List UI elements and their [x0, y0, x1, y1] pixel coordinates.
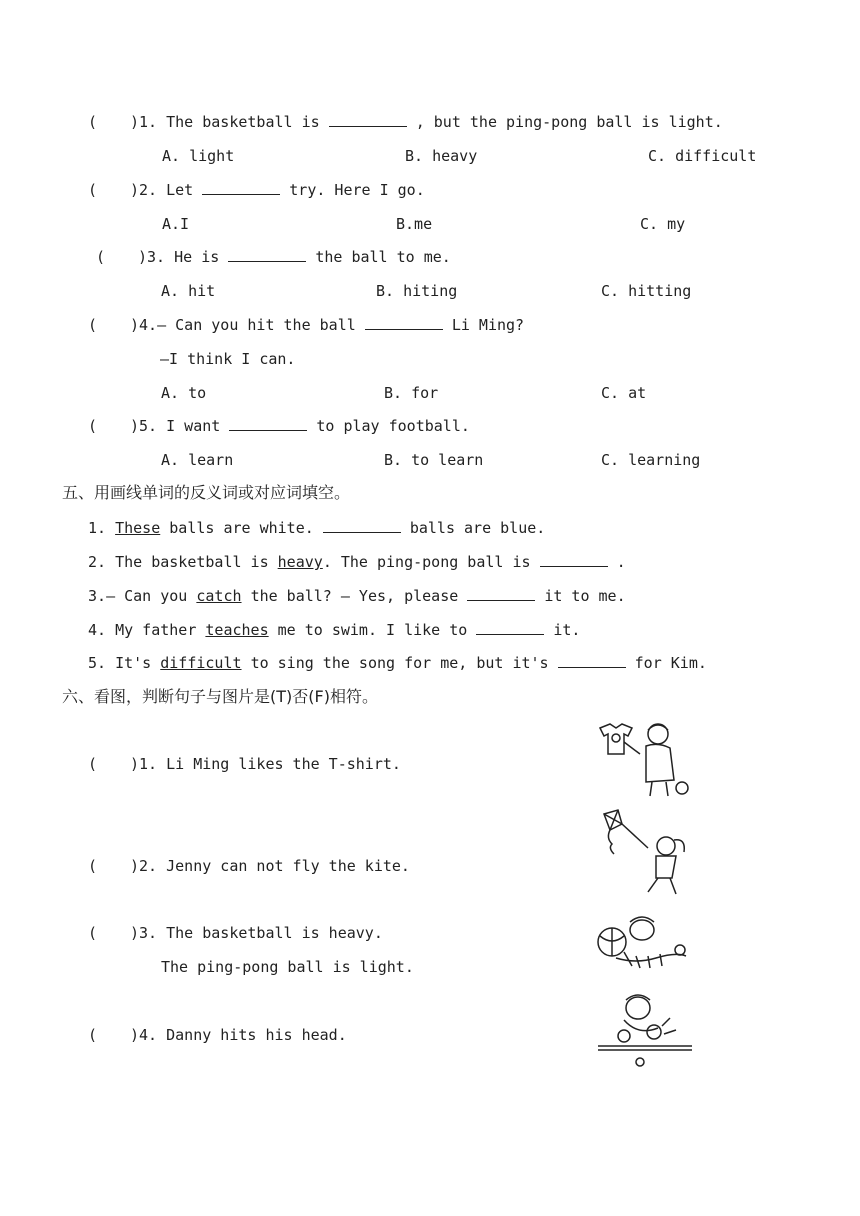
question-3: [138, 247, 451, 267]
underlined-word: These: [115, 519, 161, 537]
underlined-word: difficult: [160, 654, 242, 672]
sentence-number: 3.: [88, 587, 107, 605]
question-4: [130, 315, 524, 335]
sentence-text: .: [616, 553, 626, 571]
girl-flying-kite-picture: [596, 808, 694, 898]
section-title: 五、用画线单词的反义词或对应词填空。: [62, 483, 351, 502]
sentence-text: balls are white.: [169, 519, 314, 537]
option-c: C. difficult: [648, 147, 757, 165]
fill-blank[interactable]: [229, 416, 307, 431]
answer-paren[interactable]: (: [88, 181, 98, 199]
fill-blank[interactable]: [558, 653, 626, 668]
question-number: )5.: [130, 417, 158, 435]
answer-paren[interactable]: (: [88, 755, 98, 773]
sentence-text: The basketball is: [115, 553, 269, 571]
question-number: )4.: [130, 316, 158, 334]
question-text: Danny hits his head.: [166, 1026, 347, 1044]
question-text: He is: [174, 248, 220, 266]
sentence-number: 4.: [88, 621, 107, 639]
option-a: A. learn: [161, 451, 234, 469]
question-1: [130, 112, 723, 132]
boy-with-tshirt-picture: [596, 720, 694, 800]
question-2: [130, 180, 425, 200]
question-4-answer-line: —I think I can.: [160, 350, 296, 368]
answer-paren[interactable]: (: [96, 248, 106, 266]
question-number: )3.: [130, 924, 158, 942]
judge-question-4: [130, 1025, 347, 1045]
fill-blank[interactable]: [228, 247, 306, 262]
sentence-text: it.: [553, 621, 581, 639]
fill-blank[interactable]: [323, 518, 401, 533]
sentence-number: 1.: [88, 519, 107, 537]
question-number: )2.: [130, 181, 158, 199]
answer-paren[interactable]: (: [88, 1026, 98, 1044]
sentence-number: 2.: [88, 553, 107, 571]
question-text: the ball to me.: [315, 248, 451, 266]
option-a: A.I: [162, 215, 190, 233]
fill-sentence-1: [88, 518, 545, 538]
fill-blank[interactable]: [540, 552, 608, 567]
sentence-text: balls are blue.: [409, 519, 546, 537]
question-text: I want: [166, 417, 221, 435]
sentence-text: It's: [115, 654, 152, 672]
question-text: — Can you hit the ball: [157, 316, 356, 334]
option-a: A. hit: [161, 282, 216, 300]
sentence-text: me to swim. I like to: [277, 621, 468, 639]
question-text: Li Ming?: [451, 316, 525, 334]
question-text: to play football.: [316, 417, 470, 435]
fill-sentence-5: [88, 653, 707, 673]
sentence-text: for Kim.: [634, 654, 707, 672]
answer-paren[interactable]: (: [88, 857, 98, 875]
question-number: )4.: [130, 1026, 158, 1044]
sentence-text: to sing the song for me, but it's: [250, 654, 549, 672]
option-b: B. hiting: [376, 282, 458, 300]
question-text: try. Here I go.: [289, 181, 425, 199]
question-text: Jenny can not fly the kite.: [166, 857, 410, 875]
sentence-number: 5.: [88, 654, 107, 672]
fill-sentence-2: [88, 552, 626, 572]
question-text: Let: [166, 181, 194, 199]
sentence-text: the ball? — Yes, please: [250, 587, 459, 605]
judge-question-2: [130, 856, 410, 876]
answer-paren[interactable]: (: [88, 316, 98, 334]
judge-question-3-line2: The ping-pong ball is light.: [161, 958, 414, 976]
option-a: A. to: [161, 384, 207, 402]
question-text: The basketball is heavy.: [166, 924, 383, 942]
underlined-word: heavy: [277, 553, 323, 571]
option-c: C. at: [601, 384, 647, 402]
fill-sentence-4: [88, 620, 580, 640]
option-b: B. for: [384, 384, 439, 402]
judge-question-3: [130, 923, 383, 943]
option-a: A. light: [162, 147, 235, 165]
sentence-text: My father: [115, 621, 197, 639]
sentence-text: . The ping-pong ball is: [322, 553, 531, 571]
option-b: B.me: [396, 215, 433, 233]
fill-blank[interactable]: [365, 315, 443, 330]
monkey-with-balls-picture: [596, 912, 694, 974]
fill-blank[interactable]: [329, 112, 407, 127]
answer-paren[interactable]: (: [88, 417, 98, 435]
option-b: B. to learn: [384, 451, 484, 469]
question-5: [130, 416, 470, 436]
option-c: C. hitting: [601, 282, 692, 300]
question-number: )1.: [130, 113, 158, 131]
sentence-text: it to me.: [544, 587, 626, 605]
question-text: The basketball is: [166, 113, 320, 131]
fill-sentence-3: [88, 586, 626, 606]
answer-paren[interactable]: (: [88, 924, 98, 942]
judge-question-1: [130, 754, 401, 774]
fill-blank[interactable]: [202, 180, 280, 195]
fill-blank[interactable]: [476, 620, 544, 635]
answer-paren[interactable]: (: [88, 113, 98, 131]
question-text: , but the ping-pong ball is light.: [415, 113, 723, 131]
question-number: )3.: [138, 248, 166, 266]
underlined-word: teaches: [205, 621, 269, 639]
underlined-word: catch: [196, 587, 242, 605]
question-number: )1.: [130, 755, 158, 773]
section-title: 六、看图，判断句子与图片是(T)否(F)相符。: [62, 687, 378, 706]
option-b: B. heavy: [405, 147, 478, 165]
sentence-text: — Can you: [106, 587, 188, 605]
monkey-hitting-head-picture: [596, 990, 694, 1070]
option-c: C. learning: [601, 451, 701, 469]
fill-blank[interactable]: [467, 586, 535, 601]
question-number: )2.: [130, 857, 158, 875]
question-text: Li Ming likes the T-shirt.: [166, 755, 401, 773]
option-c: C. my: [640, 215, 686, 233]
